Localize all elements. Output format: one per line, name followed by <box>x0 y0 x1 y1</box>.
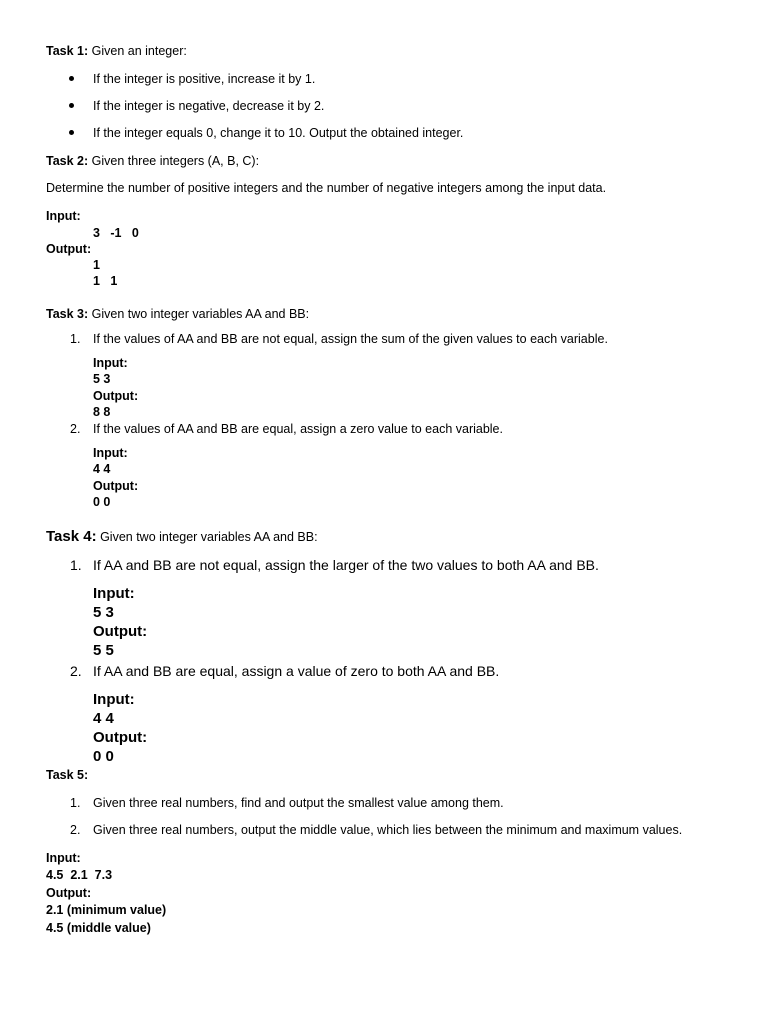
task3-title: Task 3: <box>46 307 89 321</box>
task4-item-1-text: If AA and BB are not equal, assign the larger of the two values to both AA and BB. <box>93 557 599 573</box>
task4-item-1-input-label: Input: <box>93 585 135 602</box>
task3-item-1-output-label: Output: <box>93 389 139 403</box>
task3-item-1-output-value: 8 8 <box>93 405 111 419</box>
task4-heading <box>46 527 318 546</box>
bullet-icon <box>69 103 74 108</box>
task3-item-2-input-value: 4 4 <box>93 462 111 476</box>
task4-item-2-output-label: Output: <box>93 729 148 746</box>
task1-bullet-3: If the integer equals 0, change it to 10. Output the obtained integer. <box>93 126 464 140</box>
task4-item-1-input-value: 5 3 <box>93 604 114 621</box>
task2-title: Task 2: <box>46 154 89 168</box>
task5-item-1-number: 1. <box>70 796 81 810</box>
task3-item-2-input-label: Input: <box>93 446 128 460</box>
task5-output-label: Output: <box>46 886 92 900</box>
task4-intro: Given two integer variables AA and BB: <box>96 530 318 544</box>
task5-item-2-number: 2. <box>70 823 81 837</box>
task4-item-1-output-label: Output: <box>93 623 148 640</box>
task3-item-1-number: 1. <box>70 332 81 346</box>
task3-item-1-input-label: Input: <box>93 356 128 370</box>
task3-item-2-number: 2. <box>70 422 81 436</box>
task2-input-value: 3 -1 0 <box>93 226 139 240</box>
task2-input-label: Input: <box>46 209 81 223</box>
task2-heading <box>46 153 259 169</box>
task4-item-2-input-label: Input: <box>93 691 135 708</box>
task2-output-value-1: 1 <box>93 258 100 272</box>
task1-bullet-1: If the integer is positive, increase it by 1. <box>93 72 316 86</box>
task5-output-value-1: 2.1 (minimum value) <box>46 903 167 917</box>
task4-item-2-text: If AA and BB are equal, assign a value of zero to both AA and BB. <box>93 663 500 679</box>
task3-heading <box>46 306 309 322</box>
bullet-icon <box>69 130 74 135</box>
task2-description: Determine the number of positive integers and the number of negative integers among the input data. <box>46 181 607 195</box>
task4-item-2-input-value: 4 4 <box>93 710 114 727</box>
task3-item-2-text: If the values of AA and BB are equal, assign a zero value to each variable. <box>93 422 503 436</box>
task5-title: Task 5: <box>46 768 89 782</box>
task1-heading <box>46 43 187 59</box>
task3-intro: Given two integer variables AA and BB: <box>88 307 310 321</box>
task4-item-1-number: 1. <box>70 557 82 573</box>
task4-title: Task 4: <box>46 528 97 545</box>
task2-output-value-2: 1 1 <box>93 274 118 288</box>
task5-item-1-text: Given three real numbers, find and output the smallest value among them. <box>93 796 504 810</box>
task1-bullet-2: If the integer is negative, decrease it by 2. <box>93 99 325 113</box>
task1-title: Task 1: <box>46 44 89 58</box>
task4-item-2-number: 2. <box>70 663 82 679</box>
task2-intro: Given three integers (A, B, C): <box>88 154 260 168</box>
task5-input-label: Input: <box>46 851 81 865</box>
task5-item-2-text: Given three real numbers, output the middle value, which lies between the minimum and maximum values. <box>93 823 683 837</box>
task1-intro: Given an integer: <box>88 44 187 58</box>
task5-input-value: 4.5 2.1 7.3 <box>46 868 113 882</box>
task3-item-2-output-value: 0 0 <box>93 495 111 509</box>
task2-output-label: Output: <box>46 242 92 256</box>
task4-item-2-output-value: 0 0 <box>93 748 114 765</box>
task3-item-1-text: If the values of AA and BB are not equal, assign the sum of the given values to each variable. <box>93 332 608 346</box>
bullet-icon <box>69 76 74 81</box>
task3-item-2-output-label: Output: <box>93 479 139 493</box>
task4-item-1-output-value: 5 5 <box>93 642 114 659</box>
task3-item-1-input-value: 5 3 <box>93 372 111 386</box>
task5-output-value-2: 4.5 (middle value) <box>46 921 151 935</box>
